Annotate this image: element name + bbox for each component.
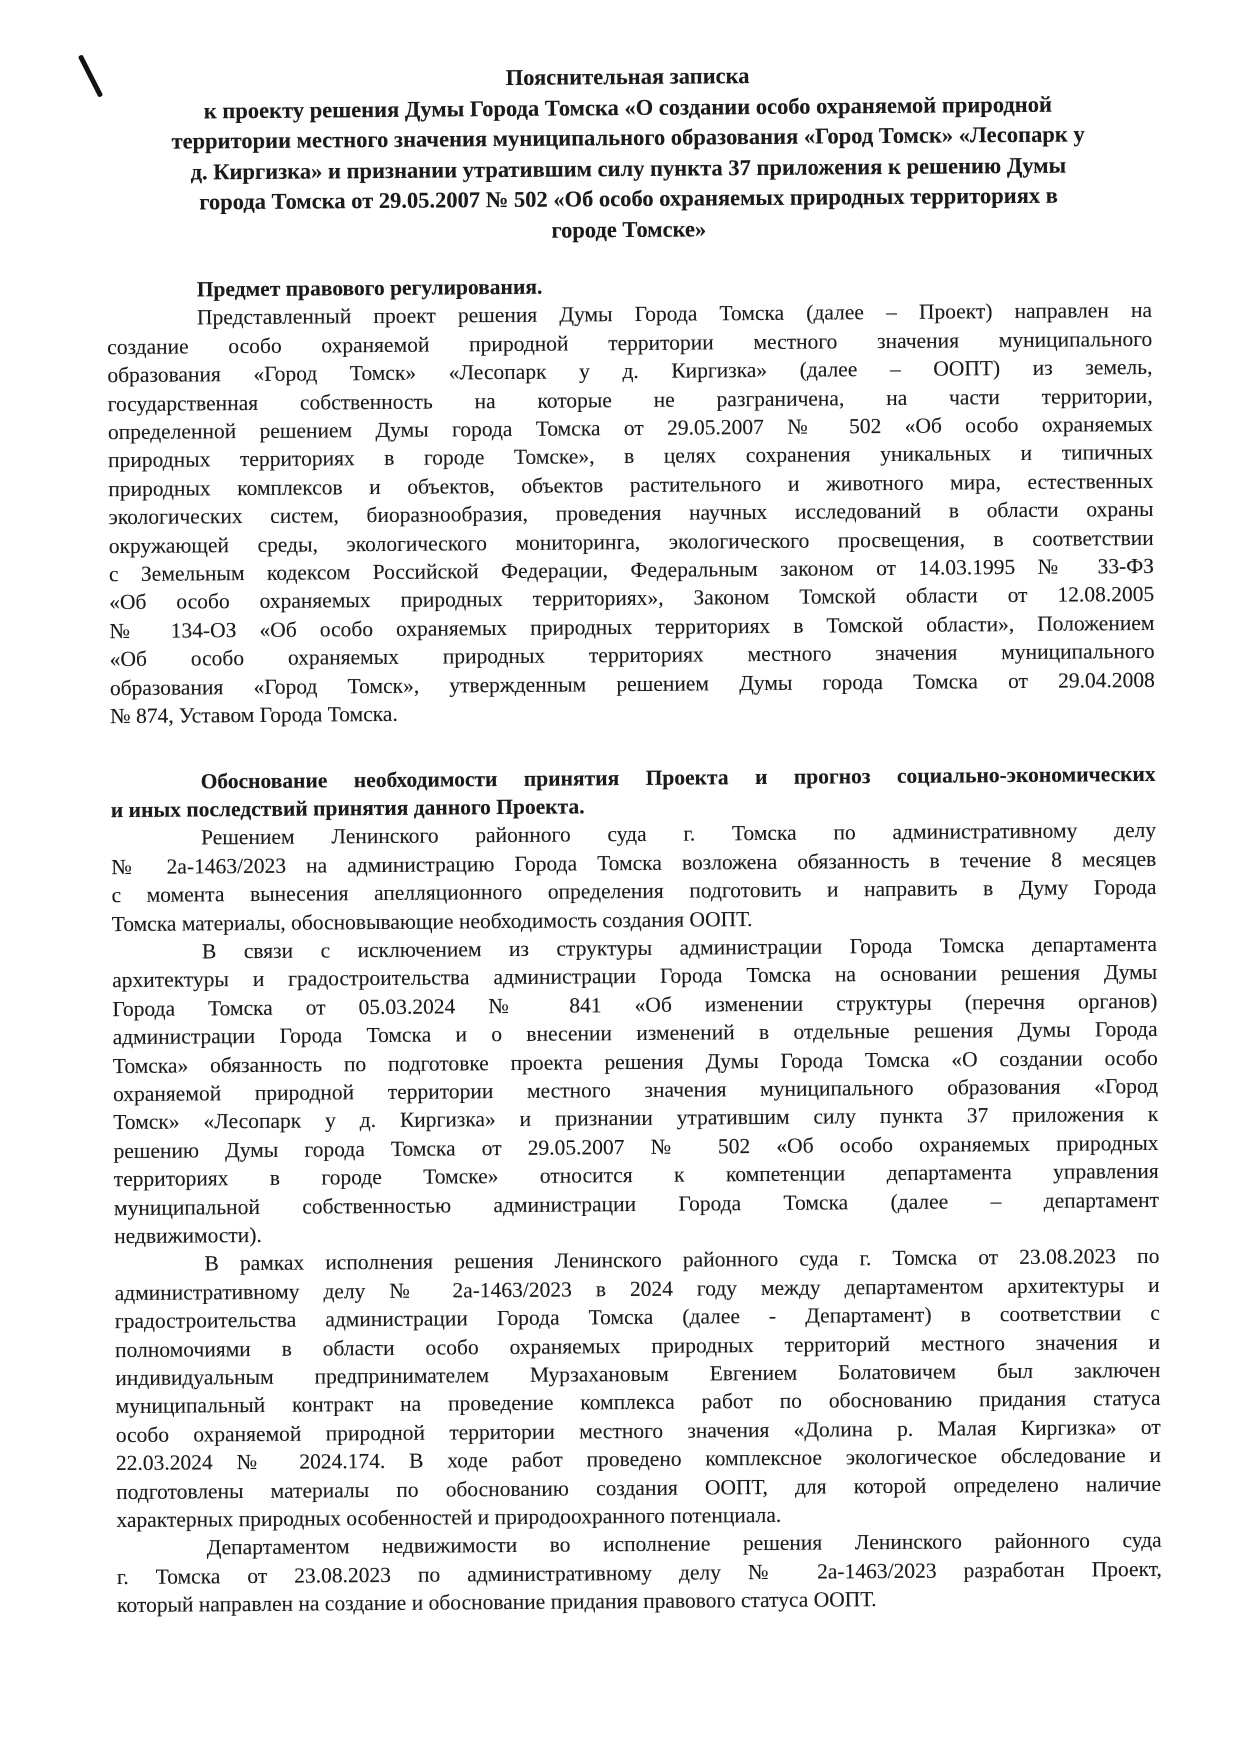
heading-line: Предмет правового регулирования.	[196, 274, 543, 302]
paragraph-line: «Об особо охраняемых природных территориях», Законом Томской области от 12.08.2005	[109, 582, 1155, 615]
paragraph-line: подготовлены материалы по обоснованию создания ООПТ, для которой определено наличие	[116, 1471, 1162, 1504]
paragraph	[117, 1526, 1163, 1619]
title-line: города Томска от 29.05.2007 № 502 «Об особо охраняемых природных территориях в	[199, 182, 1058, 215]
paragraph-line: экологических систем, биоразнообразия, проведения научных исследований в области охраны	[108, 497, 1154, 530]
paragraph-line: характерных природных особенностей и природоохранного потенциала.	[116, 1502, 782, 1533]
paragraph-line: № 874, Уставом Города Томска.	[110, 701, 398, 729]
paragraph-line: решению Думы города Томска от 29.05.2007 № 502 «Об особо охраняемых природных	[113, 1130, 1159, 1163]
paragraph-line: природных комплексов и объектов, объектов растительного и животного мира, естественных	[108, 468, 1154, 501]
paragraph-line: индивидуальным предпринимателем Мурзахановым Евгением Болатовичем был заключен	[115, 1357, 1161, 1391]
paragraph-line: территориях в городе Томске» относится к компетенции департамента управления	[113, 1159, 1159, 1192]
paragraph	[107, 296, 1155, 730]
paragraph-line: «Об особо охраняемых природных территориях местного значения муниципального	[109, 639, 1155, 672]
paragraph-line: Города Томска от 05.03.2024 № 841 «Об изменении структуры (перечня органов)	[112, 988, 1158, 1021]
paragraph-line: государственная собственность на которые не разграничена, на части территории,	[107, 383, 1153, 416]
title-line: к проекту решения Думы Города Томска «О создании особо охраняемой природной	[203, 91, 1053, 123]
paragraph	[111, 816, 1157, 938]
paragraph-line: Представленный проект решения Думы Города Томска (далее – Проект) направлен на	[196, 298, 1153, 330]
paragraph-line: Томск» «Лесопарк у д. Киргизка» и признании утратившим силу пункта 37 приложения к	[113, 1102, 1159, 1135]
paragraph-line: Департаментом недвижимости во исполнение решения Ленинского районного суда	[206, 1528, 1162, 1560]
paragraph-line: г. Томска от 23.08.2023 по административному делу № 2а-1463/2023 разработан Проект,	[116, 1556, 1162, 1589]
paragraph	[112, 930, 1159, 1251]
paragraph-line: образования «Город Томск», утвержденным решением Думы города Томска от 29.04.2008	[109, 667, 1155, 700]
section-heading	[111, 759, 1156, 824]
paragraph-line: Решением Ленинского районного суда г. Томска по административному делу	[200, 818, 1157, 850]
paragraph-line: определенной решением Думы города Томска от 29.05.2007 № 502 «Об особо охраняемых	[107, 411, 1153, 445]
paragraph-line: создание особо охраняемой природной территории местного значения муниципального	[107, 326, 1153, 359]
paragraph-line: Томска материалы, обосновывающие необходимость создания ООПТ.	[111, 906, 753, 936]
title-line: территории местного значения муниципального образования «Город Томск» «Лесопарк у	[171, 121, 1085, 154]
title-line: городе Томске»	[551, 215, 707, 243]
paragraph-line: который направлен на создание и обоснование придания правового статуса ООПТ.	[117, 1587, 877, 1618]
paragraph-line: администрации Города Томска и о внесении изменений в отдельные решения Думы Города	[112, 1017, 1158, 1050]
paragraph-line: В связи с исключением из структуры администрации Города Томска департамента	[201, 931, 1158, 964]
paragraph-line: образования «Город Томск» «Лесопарк у д. Киргизка» (далее – ООПТ) из земель,	[107, 355, 1153, 388]
paragraph-line: с момента вынесения апелляционного определения подготовить и направить в Думу Города	[111, 874, 1157, 908]
paragraph-line: 22.03.2024 № 2024.174. В ходе работ проведено комплексное экологическое обследование и	[115, 1443, 1162, 1476]
heading-line: Обоснование необходимости принятия Проекта и прогноз социально-экономических	[200, 761, 1156, 793]
paragraph-line: особо охраняемой природной территории местного значения «Долина р. Малая Киргизка» от	[115, 1414, 1161, 1447]
paragraph-line: Томска» обязанность по подготовке проекта решения Думы Города Томска «О создании особо	[112, 1045, 1158, 1078]
title-line: Пояснительная записка	[505, 63, 750, 90]
paragraph-line: с Земельным кодексом Российской Федерации, Федеральным законом от 14.03.1995 № 33-ФЗ	[108, 553, 1155, 587]
paragraph-line: охраняемой природной территории местного значения муниципального образования «Город	[112, 1073, 1159, 1107]
paragraph-line: муниципальный контракт на проведение комплекса работ по обоснованию придания статуса	[115, 1386, 1161, 1419]
paragraph-line: окружающей среды, экологического мониторинга, экологического просвещения, в соответствии	[108, 525, 1154, 558]
paragraph-line: № 134-ОЗ «Об особо охраняемых природных территориях в Томской области», Положением	[109, 610, 1155, 643]
paragraph-line: муниципальной собственностью администрации Города Томска (далее – департамент	[113, 1187, 1160, 1220]
paragraph	[114, 1242, 1161, 1534]
scan-artifact-streak	[78, 54, 103, 97]
paragraph-line: недвижимости).	[114, 1222, 262, 1249]
title-line: д. Киргизка» и признании утратившим силу пункта 37 приложения к решению Думы	[190, 152, 1067, 184]
document-content	[105, 58, 1162, 1620]
paragraph-line: полномочиями в области особо охраняемых природных территорий местного значения и	[115, 1329, 1161, 1362]
paragraph-line: градостроительства администрации Города Томска (далее - Департамент) в соответствии с	[114, 1301, 1160, 1334]
heading-line: и иных последствий принятия данного Проекта.	[110, 794, 585, 822]
paragraph-line: В рамках исполнения решения Ленинского районного суда г. Томска от 23.08.2023 по	[204, 1244, 1160, 1276]
paragraph-line: административному делу № 2а-1463/2023 в 2024 году между департаментом архитектуры и	[114, 1272, 1160, 1305]
paragraph-line: № 2а-1463/2023 на администрацию Города Томска возложена обязанность в течение 8 месяцев	[111, 846, 1157, 879]
document-title	[105, 58, 1151, 249]
paragraph-line: архитектуры и градостроительства администрации Города Томска на основании решения Думы	[112, 960, 1158, 993]
paragraph-line: природных территориях в городе Томске», в целях сохранения уникальных и типичных	[108, 440, 1154, 473]
